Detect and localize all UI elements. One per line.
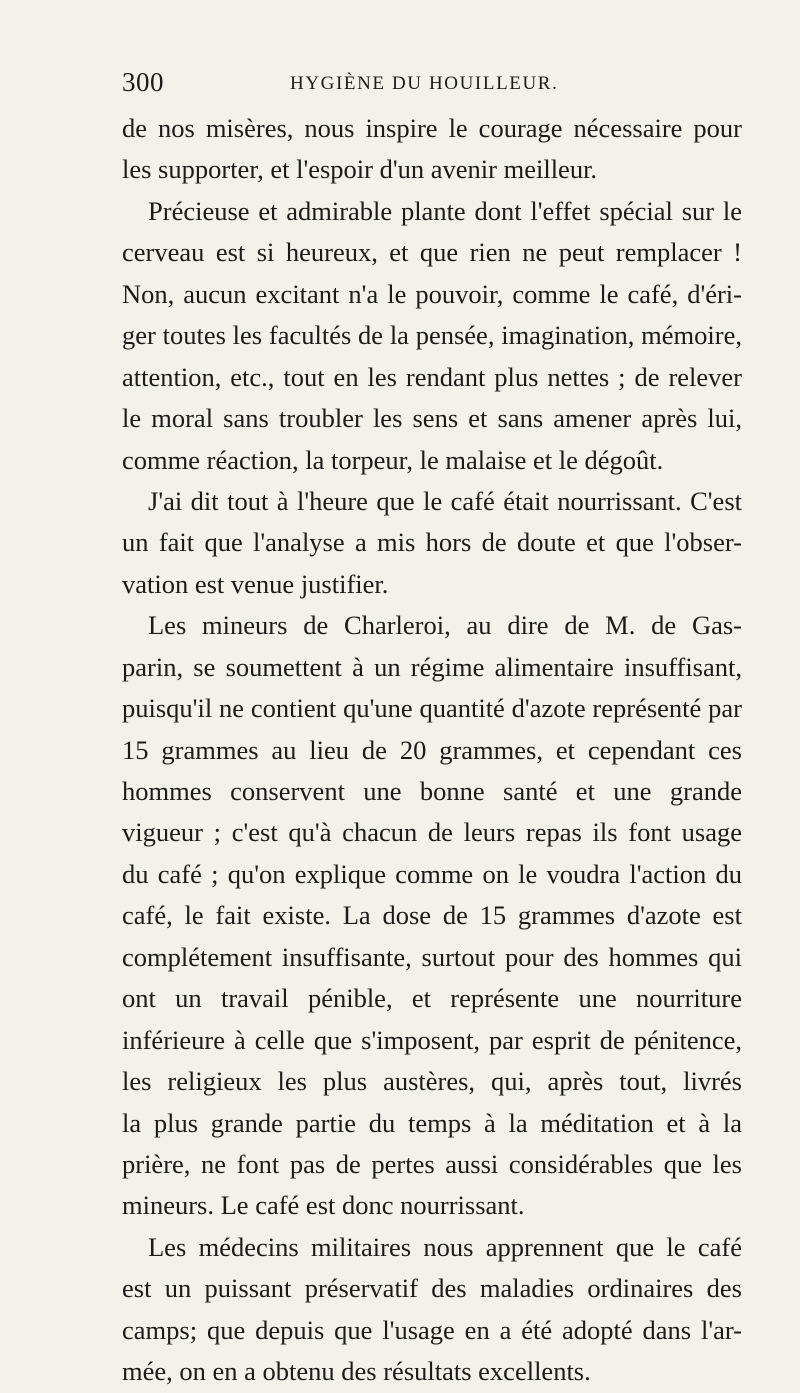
text-line: Précieuse et admirable plante dont l'effet spécial sur le [148,195,742,226]
text-line: Non, aucun excitant n'a le pouvoir, comme le café, d'éri- [122,278,742,309]
text-line: mée, on en a obtenu des résultats excellents. [122,1356,591,1387]
text-line: le moral sans troubler les sens et sans amener après lui, [122,403,742,434]
page-number: 300 [122,67,164,97]
running-head [122,67,742,101]
text-line: Les médecins militaires nous apprennent que le café [148,1231,742,1262]
text-line: du café ; qu'on explique comme on le voudra l'action du [122,858,742,889]
text-line: les supporter, et l'espoir d'un avenir meilleur. [122,154,598,185]
text-line: complétement insuffisante, surtout pour des hommes qui [122,941,742,972]
text-line: parin, se soumettent à un régime alimentaire insuffisant, [122,651,742,682]
text-line: hommes conservent une bonne santé et une grande [122,776,742,806]
text-line: un fait que l'analyse a mis hors de doute et que l'obser- [122,527,742,558]
text-line: vation est venue justifier. [122,568,389,599]
text-line: café, le fait existe. La dose de 15 grammes d'azote est [122,900,742,931]
text-line: J'ai dit tout à l'heure que le café était nourrissant. C'est [148,485,742,516]
running-title: HYGIÈNE DU HOUILLEUR. [290,73,559,94]
body-text [122,108,742,1393]
text-line: comme réaction, la torpeur, le malaise et le dégoût. [122,444,664,475]
text-line: la plus grande partie du temps à la méditation et à la [122,1107,742,1138]
text-line: cerveau est si heureux, et que rien ne peut remplacer ! [122,237,742,268]
text-line: vigueur ; c'est qu'à chacun de leurs repas ils font usage [122,817,742,848]
text-line: mineurs. Le café est donc nourrissant. [122,1190,525,1221]
text-line: prière, ne font pas de pertes aussi considérables que les [122,1148,742,1179]
text-line: Les mineurs de Charleroi, au dire de M. de Gas- [148,610,742,641]
text-line: attention, etc., tout en les rendant plus nettes ; de relever [122,361,742,392]
text-line: est un puissant préservatif des maladies ordinaires des [122,1273,742,1304]
text-line: les religieux les plus austères, qui, après tout, livrés [122,1066,742,1097]
text-line: de nos misères, nous inspire le courage nécessaire pour [122,113,742,143]
text-line: 15 grammes au lieu de 20 grammes, et cependant ces [122,734,742,765]
text-line: puisqu'il ne contient qu'une quantité d'azote représenté par [122,693,742,724]
text-line: inférieure à celle que s'imposent, par esprit de pénitence, [122,1024,742,1055]
text-line: camps; que depuis que l'usage en a été adopté dans l'ar- [122,1314,742,1345]
text-line: ger toutes les facultés de la pensée, imagination, mémoire, [122,320,742,351]
text-line: ont un travail pénible, et représente une nourriture [122,983,742,1014]
